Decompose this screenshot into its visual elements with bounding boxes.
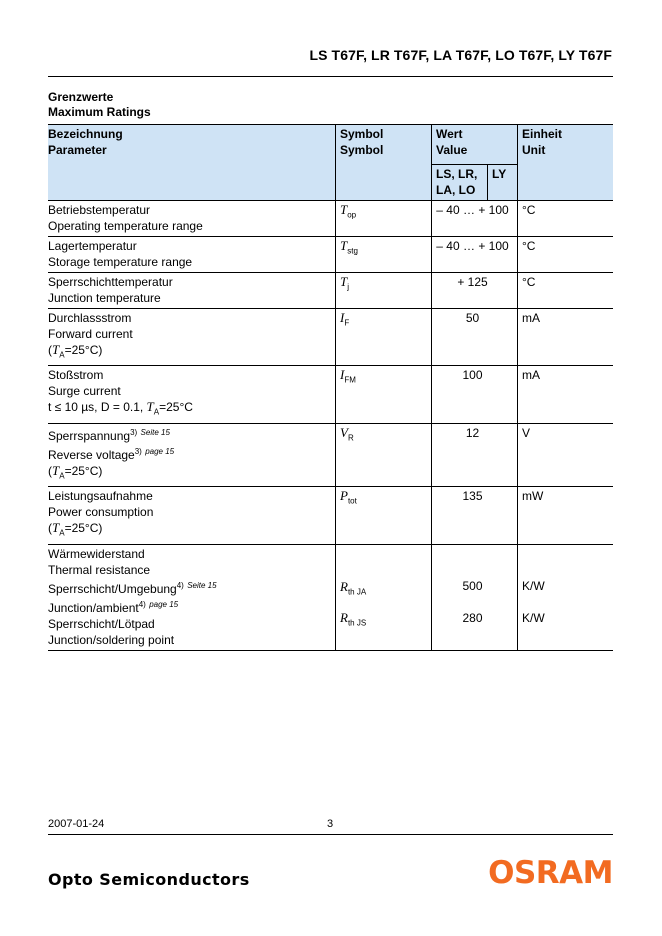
footer-date: 2007-01-24 [48,818,105,830]
header-value-ly: LY [488,165,518,201]
osram-logo: OSRAM [488,855,613,891]
footer-rule [48,834,613,835]
section-title-de: Grenzwerte [48,90,114,104]
section-title-en: Maximum Ratings [48,105,151,119]
table-row: Durchlassstrom Forward current $(T_A=25^\circ C)$ $I_F$ 50 mA [48,309,613,366]
table-row: Sperrschichttemperatur Junction temperature $T_j$ + 125 °C [48,273,613,309]
table-row: Sperrspannung$^{3)}$ $^{Seite 15}$ Reverse voltage$^{3)}$ $^{page 15}$ $(T_A=25^\circ C)$ $V_R$ 12 V [48,423,613,486]
page-number: 3 [327,818,334,830]
header-value-ls-lr-la-lo: LS, LR, LA, LO [432,165,488,201]
table-row: Lagertemperatur Storage temperature range $T_{stg}$ – 40 … + 100 °C [48,237,613,273]
table-row: Betriebstemperatur Operating temperature range $T_{op}$ – 40 … + 100 °C [48,201,613,237]
table-header-row [48,125,613,165]
header-parameter: Bezeichnung Parameter [48,125,336,201]
header-unit: Einheit Unit [518,125,614,201]
company-division: Opto Semiconductors [48,870,250,889]
header-symbol: Symbol Symbol [336,125,432,201]
document-title: LS T67F, LR T67F, LA T67F, LO T67F, LY T67F [309,47,612,63]
section-heading [48,90,151,120]
header-value: Wert Value [432,125,518,165]
table-row: Stoßstrom Surge current t ≤ 10 µs, D = 0.1, $T_A=25^\circ C$ $I_{FM}$ 100 mA [48,366,613,423]
table-row: Wärmewiderstand Thermal resistance Sperrschicht/Umgebung$^{4)}$ $^{Seite 15}$ Junction/ambient$^{4)}$ $^{page 15}$ Sperrschicht/Lötpad Junction/soldering point $R_{th JA}$ $R_{th JS}$ 500 280 K/W K/W [48,544,613,650]
header-rule [48,76,613,77]
maximum-ratings-table [48,124,613,651]
table-row: Leistungsaufnahme Power consumption $(T_A=25^\circ C)$ $P_{tot}$ 135 mW [48,487,613,544]
